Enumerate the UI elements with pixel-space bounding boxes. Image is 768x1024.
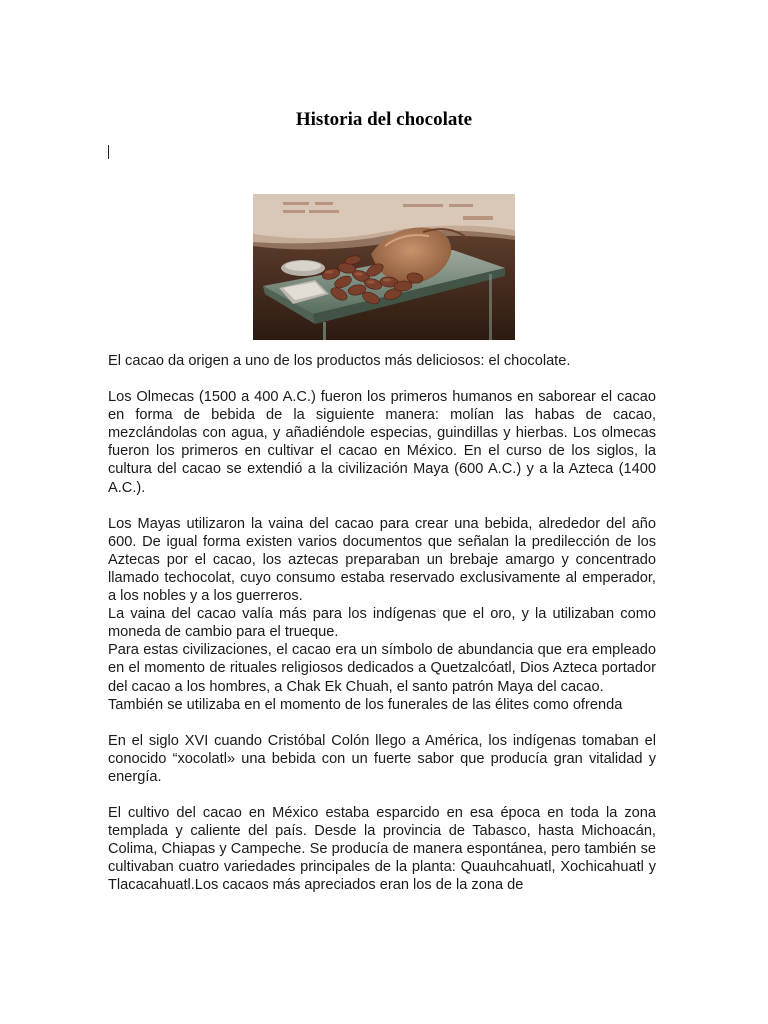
paragraph: El cultivo del cacao en México estaba esparcido en esa época en toda la zona templada y caliente del país. Desde la provincia de Tabasco, hasta Michoacán, Colima, Chiapas y Campeche. Se producía de manera espontánea, pero también se cultivaban cuatro variedades principales de la planta: Quauhcahuatl, Xochicahuatl y Tlacacahuatl.Los cacaos más apreciados eran los de la zona de (108, 804, 656, 894)
cacao-beans-photo (253, 194, 515, 340)
paragraph: También se utilizaba en el momento de los funerales de las élites como ofrenda (108, 696, 623, 713)
paragraph: En el siglo XVI cuando Cristóbal Colón llego a América, los indígenas tomaban el conocido “xocolatl» una bebida con un fuerte sabor que producía gran vitalidad y energía. (108, 732, 656, 785)
text-cursor (108, 145, 109, 159)
paragraph: Los Olmecas (1500 a 400 A.C.) fueron los primeros humanos en saborear el cacao en forma de bebida de la siguiente manera: molían las habas de cacao, mezclándolas con agua, y añadiéndole especias, guindillas y hierbas. Los olmecas fueron los primeros en cultivar el cacao en México. En el curso de los siglos, la cultura del cacao se extendió a la civilización Maya (600 A.C.) y a la Azteca (1400 A.C.). (108, 389, 656, 496)
paragraph: Para estas civilizaciones, el cacao era un símbolo de abundancia que era empleado en el momento de rituales religiosos dedicados a Quetzalcóatl, Dios Azteca portador del cacao a los hombres, a Chak Ek Chuah, el santo patrón Maya del cacao. (108, 642, 656, 695)
paragraph: Los Mayas utilizaron la vaina del cacao para crear una bebida, alrededor del año 600. De igual forma existen varios documentos que señalan la predilección de los Aztecas por el cacao, los aztecas preparaban un brebaje amargo y concentrado llamado techocolat, cuyo consumo estaba reservado exclusivamente al emperador, a los nobles y a los guerreros. (108, 515, 656, 605)
document-title: Historia del chocolate (295, 109, 473, 130)
paragraph: El cacao da origen a uno de los productos más deliciosos: el chocolate. (108, 353, 571, 369)
cacao-photo-illustration (253, 194, 515, 340)
paragraph: La vaina del cacao valía más para los indígenas que el oro, y la utilizaban como moneda de cambio para el trueque. (108, 606, 656, 641)
document-body (108, 352, 656, 894)
